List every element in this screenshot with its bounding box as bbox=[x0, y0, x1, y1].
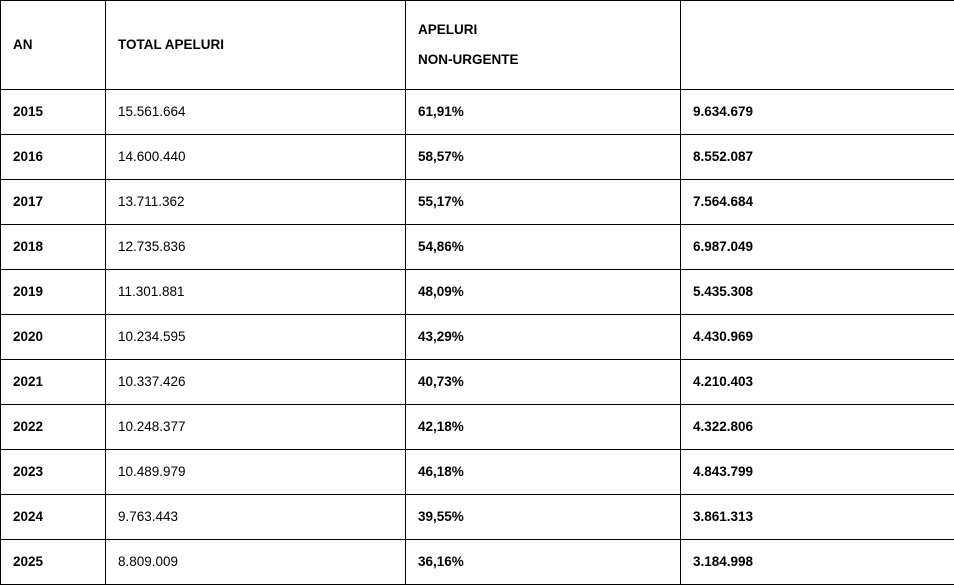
cell-year: 2017 bbox=[1, 180, 106, 225]
table-row bbox=[1, 540, 954, 585]
cell-non-urgent-percent: 39,55% bbox=[406, 495, 681, 540]
cell-total-calls: 12.735.836 bbox=[106, 225, 406, 270]
table-header bbox=[1, 1, 954, 90]
column-header-year-label: AN bbox=[13, 35, 93, 55]
table-row bbox=[1, 315, 954, 360]
cell-total-calls: 14.600.440 bbox=[106, 135, 406, 180]
cell-non-urgent-count: 9.634.679 bbox=[681, 90, 954, 135]
table-row bbox=[1, 495, 954, 540]
cell-year: 2018 bbox=[1, 225, 106, 270]
cell-total-calls: 11.301.881 bbox=[106, 270, 406, 315]
cell-year: 2020 bbox=[1, 315, 106, 360]
cell-total-calls: 10.337.426 bbox=[106, 360, 406, 405]
cell-year: 2022 bbox=[1, 405, 106, 450]
cell-year: 2023 bbox=[1, 450, 106, 495]
cell-non-urgent-count: 7.564.684 bbox=[681, 180, 954, 225]
cell-non-urgent-count: 6.987.049 bbox=[681, 225, 954, 270]
cell-non-urgent-count: 4.210.403 bbox=[681, 360, 954, 405]
cell-total-calls: 10.489.979 bbox=[106, 450, 406, 495]
table-row bbox=[1, 135, 954, 180]
table-row bbox=[1, 450, 954, 495]
cell-total-calls: 9.763.443 bbox=[106, 495, 406, 540]
cell-year: 2019 bbox=[1, 270, 106, 315]
cell-non-urgent-percent: 42,18% bbox=[406, 405, 681, 450]
cell-non-urgent-percent: 55,17% bbox=[406, 180, 681, 225]
cell-non-urgent-percent: 54,86% bbox=[406, 225, 681, 270]
cell-total-calls: 10.234.595 bbox=[106, 315, 406, 360]
cell-non-urgent-count: 4.430.969 bbox=[681, 315, 954, 360]
cell-non-urgent-percent: 48,09% bbox=[406, 270, 681, 315]
column-header-non-urgent-percent bbox=[406, 1, 681, 90]
cell-non-urgent-count: 5.435.308 bbox=[681, 270, 954, 315]
table-row bbox=[1, 270, 954, 315]
column-header-non-urgent-line1: APELURI bbox=[418, 20, 668, 40]
cell-total-calls: 15.561.664 bbox=[106, 90, 406, 135]
cell-total-calls: 10.248.377 bbox=[106, 405, 406, 450]
cell-non-urgent-count: 3.861.313 bbox=[681, 495, 954, 540]
table-row bbox=[1, 405, 954, 450]
cell-year: 2016 bbox=[1, 135, 106, 180]
cell-non-urgent-count: 8.552.087 bbox=[681, 135, 954, 180]
cell-non-urgent-percent: 61,91% bbox=[406, 90, 681, 135]
column-header-total-calls bbox=[106, 1, 406, 90]
cell-non-urgent-percent: 40,73% bbox=[406, 360, 681, 405]
cell-year: 2025 bbox=[1, 540, 106, 585]
column-header-year bbox=[1, 1, 106, 90]
cell-non-urgent-count: 4.322.806 bbox=[681, 405, 954, 450]
column-header-non-urgent-line2: NON-URGENTE bbox=[418, 50, 668, 70]
cell-non-urgent-percent: 46,18% bbox=[406, 450, 681, 495]
cell-non-urgent-count: 3.184.998 bbox=[681, 540, 954, 585]
cell-total-calls: 13.711.362 bbox=[106, 180, 406, 225]
cell-non-urgent-percent: 36,16% bbox=[406, 540, 681, 585]
table-row bbox=[1, 180, 954, 225]
cell-non-urgent-count: 4.843.799 bbox=[681, 450, 954, 495]
cell-year: 2024 bbox=[1, 495, 106, 540]
table-row bbox=[1, 225, 954, 270]
table-row bbox=[1, 90, 954, 135]
cell-year: 2021 bbox=[1, 360, 106, 405]
table-header-row bbox=[1, 1, 954, 90]
column-header-non-urgent-count bbox=[681, 1, 954, 90]
cell-total-calls: 8.809.009 bbox=[106, 540, 406, 585]
table-body bbox=[1, 90, 954, 585]
column-header-total-calls-label: TOTAL APELURI bbox=[118, 35, 393, 55]
table-row bbox=[1, 360, 954, 405]
cell-non-urgent-percent: 58,57% bbox=[406, 135, 681, 180]
cell-non-urgent-percent: 43,29% bbox=[406, 315, 681, 360]
cell-year: 2015 bbox=[1, 90, 106, 135]
